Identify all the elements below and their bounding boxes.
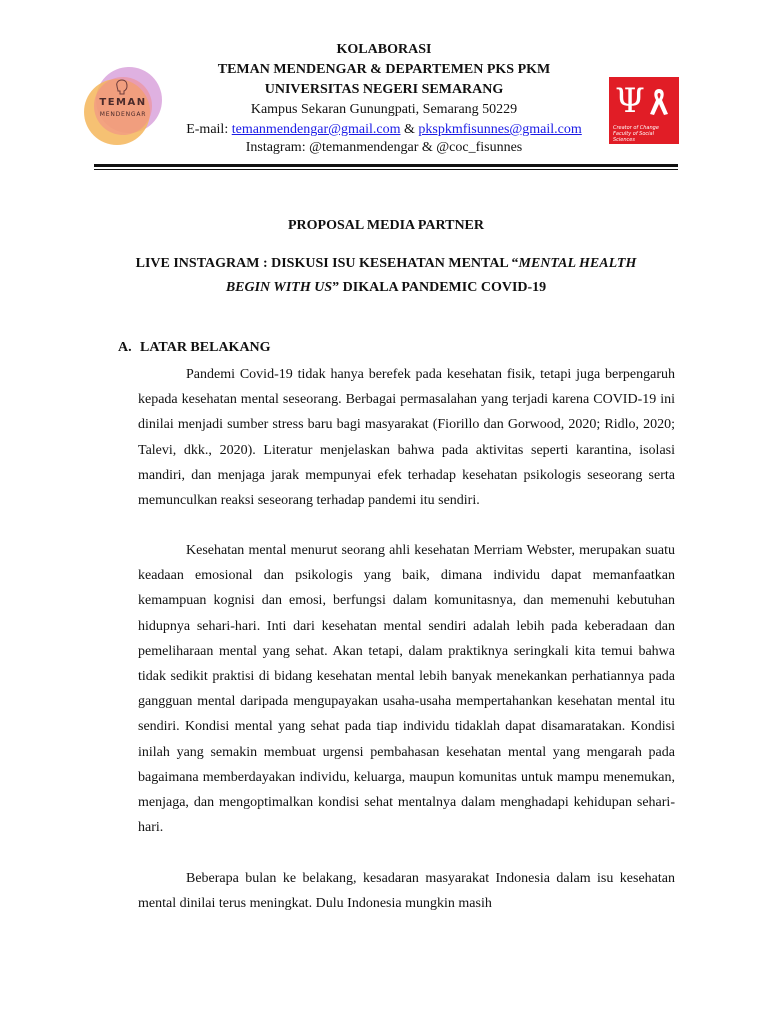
header-email-line — [170, 120, 598, 140]
header-line-2: TEMAN MENDENGAR & DEPARTEMEN PKS PKM — [217, 62, 551, 77]
awareness-ribbon-icon — [647, 87, 671, 117]
event-title-part-a: LIVE INSTAGRAM : DISKUSI ISU KESEHATAN MENTAL “ — [135, 256, 519, 271]
header-line-3: UNIVERSITAS NEGERI SEMARANG — [264, 82, 504, 97]
event-title-italic-a: MENTAL HEALTH — [518, 256, 637, 271]
paragraph-3: Beberapa bulan ke belakang, kesadaran masyarakat Indonesia dalam isu kesehatan mental dinilai terus meningkat. Dulu Indonesia mungkin masih — [138, 871, 675, 912]
header-line-1: KOLABORASI — [336, 42, 432, 57]
section-heading — [118, 340, 271, 356]
section-title: LATAR BELAKANG — [140, 340, 271, 355]
email-link-2[interactable]: pkspkmfisunnes@gmail.com — [418, 122, 582, 137]
logo-text-top: TEMAN — [99, 97, 147, 108]
header-divider-thick — [94, 164, 678, 167]
head-silhouette-icon — [114, 79, 130, 95]
header-address: Kampus Sekaran Gunungpati, Semarang 50229 — [250, 102, 518, 117]
email-link-1[interactable]: temanmendengar@gmail.com — [231, 122, 401, 137]
section-number: A. — [118, 340, 132, 355]
event-title-part-b: ” DIKALA PANDEMIC COVID-19 — [332, 280, 547, 295]
logo-caption: Creator of Change Faculty of Social Sciences — [613, 125, 659, 143]
paragraph-1: Pandemi Covid-19 tidak hanya berefek pada kesehatan fisik, tetapi juga berpengaruh kepada kesehatan mental seseorang. Berbagai permasalahan yang terjadi karena COVID-19 ini dinilai menjadi sumber stress baru bagi masyarakat (Fiorillo dan Gorwood, 2020; Ridlo, 2020; Talevi, dkk., 2020). Literatur menjelaskan bahwa pada aktivitas seperti karantina, isolasi mandiri, dan menjaga jarak mempunyai efek terhadap kesehatan psikologis seseorang serta memunculkan reaksi seseorang terhadap pandemi itu sendiri. — [138, 367, 675, 509]
header-instagram: Instagram: @temanmendengar & @coc_fisunnes — [245, 140, 523, 155]
psi-icon: Ψ — [615, 81, 645, 121]
header-divider-thin — [94, 169, 678, 170]
logo-text-bottom: MENDENGAR — [99, 111, 147, 118]
proposal-title: PROPOSAL MEDIA PARTNER — [287, 218, 485, 233]
email-separator: & — [400, 122, 419, 137]
faculty-logo — [609, 77, 679, 144]
event-title-italic-b: BEGIN WITH US — [225, 280, 333, 295]
email-label: E-mail: — [186, 122, 232, 137]
paragraph-2: Kesehatan mental menurut seorang ahli kesehatan Merriam Webster, merupakan suatu keadaan emosional dan psikologis yang baik, dimana individu dapat memanfaatkan kemampuan kognisi dan emosi, berfungsi dalam komunitasnya, dan memenuhi kebutuhan hidupnya sehari-hari. Inti dari kesehatan mental sendiri adalah lebih pada keberadaan dan pemeliharaan mental yang sehat. Akan tetapi, dalam praktiknya seringkali kita temui bahwa tidak sedikit praktisi di bidang kesehatan mental lebih banyak menekankan perhatiannya pada gangguan mental daripada mengupayakan usaha-usaha mempertahankan kesehatan mental itu sendiri. Kondisi mental yang sehat pada tiap individu tidaklah dapat disamaratakan. Kondisi inilah yang semakin membuat urgensi pembahasan kesehatan mental yang mengarah pada bagaimana memberdayakan individu, keluarga, maupun komunitas untuk mampu menemukan, menjaga, dan mengoptimalkan kondisi sehat mentalnya dalam menghadapi kehidupan sehari-hari. — [138, 543, 675, 836]
event-title-line-1 — [94, 254, 678, 274]
event-title-line-2 — [94, 278, 678, 298]
teman-mendengar-logo — [84, 67, 162, 145]
